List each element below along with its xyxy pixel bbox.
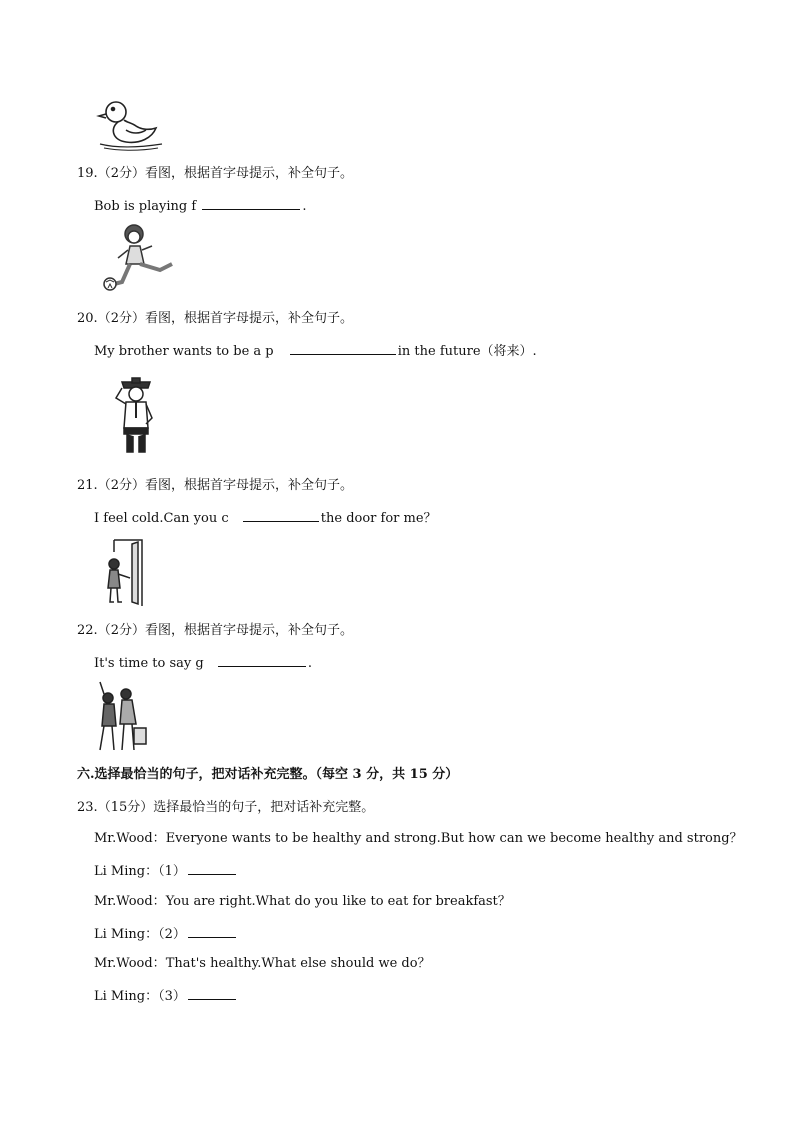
question-number: 21. [77,478,98,493]
sentence-start: It's time to say g [94,656,204,671]
question-instruction: 看图，根据首字母提示，补全句子。 [144,478,353,493]
boy-playing-football-picture [100,222,188,294]
dialogue-speaker: Li Ming： [94,989,159,1004]
sentence-start: Bob is playing f [94,199,197,214]
question-number: 23. [77,800,98,815]
question-score: （15分） [97,800,154,815]
answer-blank[interactable] [218,654,306,667]
question-score: （2分） [97,166,145,181]
question-score: （2分） [97,311,145,326]
question-number: 19. [77,166,98,181]
sentence-start: I feel cold.Can you c [94,511,229,526]
boy-closing-door-picture [102,536,148,608]
answer-blank[interactable] [188,987,236,1000]
dialogue-text: That's healthy.What else should we do？ [165,956,431,971]
question-number: 22. [77,623,98,638]
dialogue-line [94,956,431,972]
police-officer-picture [108,374,164,458]
dialogue-text: （1） [158,864,186,879]
dialogue-line [94,894,511,910]
dialogue-line [94,831,743,847]
sentence-end: . [307,656,312,671]
question-number: 20. [77,311,98,326]
dialogue-line [94,862,238,880]
question-22-sentence [94,654,312,672]
question-21-heading [77,478,353,494]
dialogue-text: （2） [158,927,186,942]
question-21-sentence [94,509,437,527]
answer-blank[interactable] [290,342,396,355]
question-20-heading [77,311,353,327]
question-22-heading [77,623,353,639]
dialogue-speaker: Mr.Wood： [94,956,166,971]
dialogue-speaker: Li Ming： [94,927,159,942]
dialogue-text: You are right.What do you like to eat for breakfast？ [165,894,511,909]
dialogue-text: （3） [158,989,186,1004]
question-instruction: 看图，根据首字母提示，补全句子。 [144,623,353,638]
dialogue-line [94,925,238,943]
sentence-end: . [302,199,307,214]
question-23-heading [77,800,374,816]
answer-blank[interactable] [243,509,319,522]
duck-picture [96,96,168,152]
question-19-heading [77,166,353,182]
dialogue-speaker: Li Ming： [94,864,159,879]
dialogue-text: Everyone wants to be healthy and strong.But how can we become healthy and strong？ [165,831,743,846]
sentence-end: the door for me？ [320,511,437,526]
question-19-sentence [94,197,306,215]
question-score: （2分） [97,623,145,638]
people-saying-goodbye-picture [94,680,150,756]
dialogue-line [94,987,238,1005]
answer-blank[interactable] [202,197,300,210]
question-score: （2分） [97,478,145,493]
dialogue-speaker: Mr.Wood： [94,894,166,909]
question-instruction: 看图，根据首字母提示，补全句子。 [144,311,353,326]
dialogue-speaker: Mr.Wood： [94,831,166,846]
question-instruction: 选择最恰当的句子，把对话补充完整。 [153,800,375,815]
sentence-start: My brother wants to be a p [94,344,274,359]
question-20-sentence [94,342,537,360]
question-instruction: 看图，根据首字母提示，补全句子。 [144,166,353,181]
sentence-end: in the future（将来）. [397,344,537,359]
answer-blank[interactable] [188,862,236,875]
answer-blank[interactable] [188,925,236,938]
section-6-title: 六.选择最恰当的句子，把对话补充完整。（每空 3 分，共 15 分） [77,767,459,782]
